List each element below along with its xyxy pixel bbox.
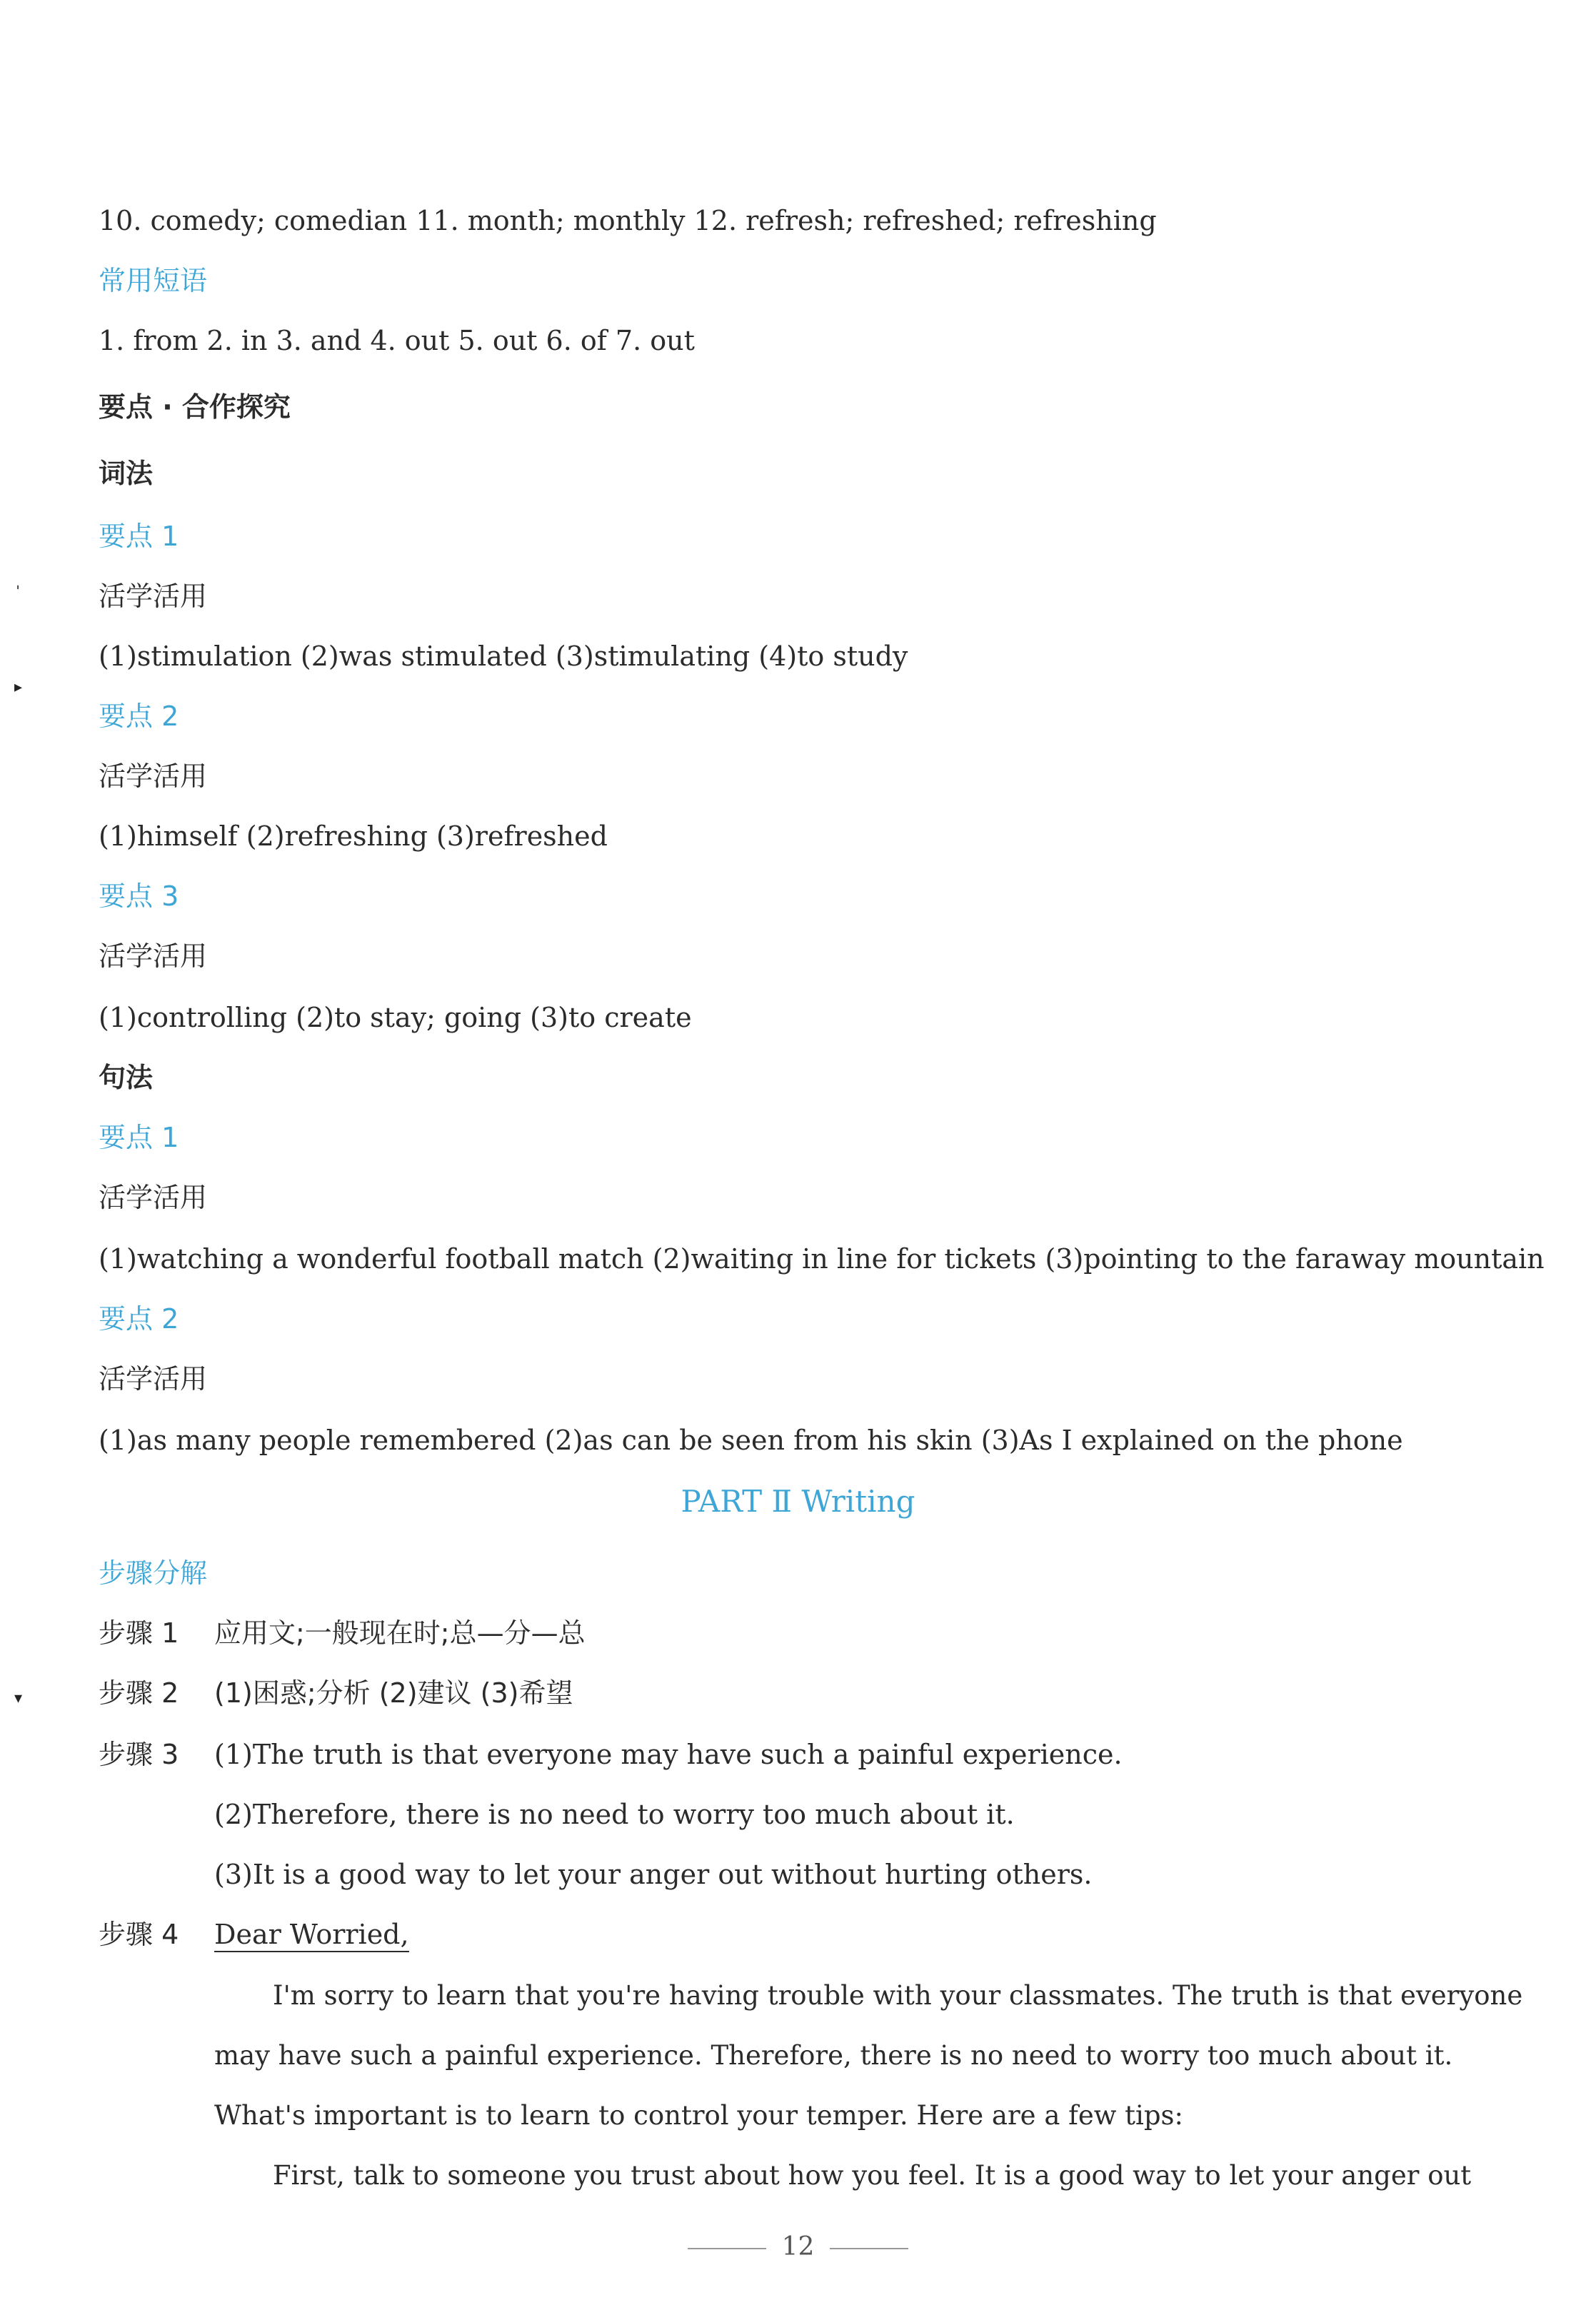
key-point-2-answers: (1)himself (2)refreshing (3)refreshed	[99, 820, 608, 852]
section-heading-phrases: 常用短语	[99, 265, 208, 296]
step-label: 步骤 1	[99, 1617, 179, 1649]
step-1-text: 应用文;一般现在时;总—分—总	[214, 1617, 586, 1649]
step-label: 步骤 2	[99, 1677, 179, 1709]
syntax-key-point-1-answers: (1)watching a wonderful football match (2)waiting in line for tickets (3)pointing to the faraway mountain	[99, 1243, 1545, 1275]
subheading-vocabulary: 词法	[99, 458, 154, 489]
practice-label: 活学活用	[99, 1182, 208, 1213]
letter-line-4: First, talk to someone you trust about how you feel. It is a good way to let your anger out	[273, 2160, 1472, 2191]
page-number: 12	[781, 2232, 815, 2261]
key-point-3-answers: (1)controlling (2)to stay; going (3)to create	[99, 1002, 692, 1033]
page-footer	[0, 2232, 1596, 2261]
scan-mark: ▸	[14, 678, 23, 696]
letter-line-1: I'm sorry to learn that you're having trouble with your classmates. The truth is that everyone	[273, 1980, 1523, 2011]
practice-label: 活学活用	[99, 1363, 208, 1395]
key-point-1-heading: 要点 1	[99, 521, 179, 552]
step-3-row	[99, 1737, 1123, 1772]
syntax-key-point-1-heading: 要点 1	[99, 1122, 179, 1153]
footer-rule-left	[688, 2248, 766, 2249]
practice-label: 活学活用	[99, 760, 208, 792]
practice-label: 活学活用	[99, 581, 208, 612]
step-3-text-3: (3)It is a good way to let your anger out without hurting others.	[214, 1859, 1093, 1890]
section-heading-key-points: 要点 · 合作探究	[99, 391, 291, 423]
subheading-syntax: 句法	[99, 1062, 154, 1093]
step-2-text: (1)困惑;分析 (2)建议 (3)希望	[214, 1677, 573, 1709]
phrase-answers-line: 1. from 2. in 3. and 4. out 5. out 6. of 7. out	[99, 325, 695, 356]
step-label: 步骤 3	[99, 1739, 179, 1770]
step-label: 步骤 4	[99, 1919, 179, 1950]
step-3-text-1: (1)The truth is that everyone may have such a painful experience.	[214, 1739, 1123, 1770]
letter-line-2: may have such a painful experience. Therefore, there is no need to worry too much about it.	[214, 2040, 1453, 2071]
key-point-2-heading: 要点 2	[99, 700, 179, 732]
step-4-row	[99, 1917, 409, 1952]
letter-line-3: What's important is to learn to control your temper. Here are a few tips:	[214, 2100, 1184, 2131]
syntax-key-point-2-answers: (1)as many people remembered (2)as can be seen from his skin (3)As I explained on the phone	[99, 1425, 1403, 1456]
practice-label: 活学活用	[99, 940, 208, 972]
scan-mark: ˈ	[16, 584, 21, 602]
key-point-1-answers: (1)stimulation (2)was stimulated (3)stimulating (4)to study	[99, 641, 908, 672]
step-2-row	[99, 1675, 573, 1711]
footer-rule-right	[830, 2248, 908, 2249]
scan-mark: ▾	[14, 1689, 23, 1707]
step-1-row	[99, 1615, 586, 1651]
vocab-answers-line: 10. comedy; comedian 11. month; monthly 12. refresh; refreshed; refreshing	[99, 205, 1157, 236]
step-3-text-2: (2)Therefore, there is no need to worry too much about it.	[214, 1799, 1015, 1830]
section-heading-steps: 步骤分解	[99, 1557, 208, 1589]
syntax-key-point-2-heading: 要点 2	[99, 1303, 179, 1335]
part-title: PART Ⅱ Writing	[681, 1484, 915, 1519]
letter-salutation: Dear Worried,	[214, 1919, 409, 1952]
key-point-3-heading: 要点 3	[99, 880, 179, 912]
